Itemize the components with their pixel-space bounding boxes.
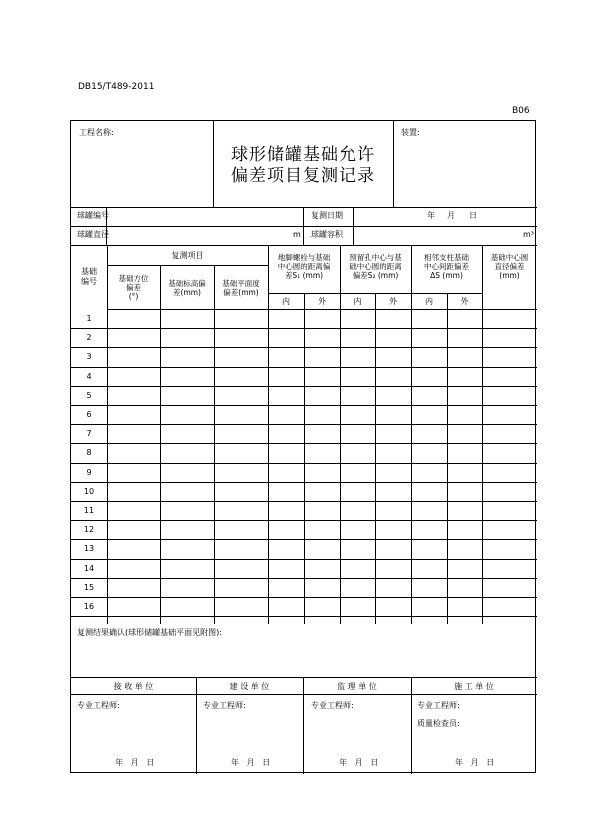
elevation-header: 基础标高偏 差(mm) [168,279,206,297]
row-divider [71,539,537,540]
form-title-line2: 偏差项目复测记录 [231,166,375,186]
contractor-unit: 施 工 单 位 [454,682,494,691]
engineer-label-1: 专业工程师: [77,701,120,710]
row-divider [71,597,537,598]
tank-volume-label: 球罐容积 [311,230,343,239]
engineer-label-2: 专业工程师: [203,701,246,710]
date-month: 月 [447,211,455,220]
row-number: 14 [83,563,95,573]
hole-inner: 内 [353,297,362,306]
row-divider [71,520,537,521]
result-label: 复测结果确认(球形储罐基础平面见附图): [77,628,222,637]
supervision-unit: 监 理 单 位 [337,682,377,691]
row-divider [71,559,537,560]
row-number: 13 [83,544,95,554]
row-divider [71,463,537,464]
row-divider [71,443,537,444]
unit-label: 装置: [401,128,420,137]
row-divider [71,347,537,348]
row-number: 6 [86,410,92,419]
date-year: 年 [427,211,435,220]
sign-date-4: 年 月 日 [455,758,495,767]
row-divider [71,405,537,406]
sign-date-2: 年 月 日 [231,758,271,767]
sign-date-1: 年 月 日 [115,758,155,767]
foundation-no-header: 基础 编号 [81,267,97,286]
form-number: B06 [512,106,530,116]
row-divider [71,424,537,425]
pillar-inner: 内 [425,297,433,306]
pillar-header: 相邻支柱基础 中心间距偏差 ΔS (mm) [424,253,469,280]
row-number: 10 [83,486,95,496]
construction-owner-unit: 建 设 单 位 [229,682,270,691]
row-divider [71,328,537,329]
row-number: 15 [83,582,95,592]
recheck-items-header: 复测项目 [171,251,204,260]
anchor-outer: 外 [318,297,326,306]
row-divider [71,501,537,502]
row-divider [71,386,537,387]
inspector-label: 质量检查员: [417,719,460,728]
row-number: 1 [86,314,92,323]
anchor-header: 地脚螺栓与基础 中心圆的距离偏 差S₁ (mm) [277,253,331,280]
diameter-unit: m [293,230,301,239]
sign-date-3: 年 月 日 [339,758,379,767]
record-form [70,120,536,773]
engineer-label-3: 专业工程师: [311,701,354,710]
pillar-outer: 外 [460,297,469,306]
flatness-header: 基础平面度 偏差(mm) [222,279,260,297]
row-number: 5 [86,390,92,400]
hole-outer: 外 [389,297,397,306]
doc-code: DB15/T489-2011 [78,82,155,92]
hole-header: 预留孔中心与基 础中心圆的距离 偏差S₂ (mm) [349,253,402,280]
row-number: 2 [86,333,92,343]
date-day: 日 [469,211,477,220]
receiving-unit: 接 收 单 位 [113,682,154,691]
circle-header: 基础中心圆 直径偏差 (mm) [490,253,529,280]
row-number: 3 [86,352,92,362]
tank-diameter-label: 球罐直径 [77,230,109,239]
project-name-label: 工程名称: [79,128,114,137]
form-title-line1: 球形储罐基础允许 [231,145,375,165]
row-number: 4 [86,371,92,381]
engineer-label-4: 专业工程师: [417,701,460,710]
orientation-header: 基础方位 偏差 (°) [118,274,149,301]
volume-unit: m³ [523,230,534,239]
row-divider [71,578,537,579]
row-number: 16 [83,602,95,611]
row-number: 8 [86,448,92,458]
recheck-date-label: 复测日期 [311,211,343,220]
row-divider [71,616,537,617]
row-divider [71,367,537,368]
tank-number-label: 球罐编号 [77,211,109,220]
row-number: 12 [83,525,95,535]
row-number: 11 [83,506,95,515]
anchor-inner: 内 [282,297,290,306]
row-divider [71,482,537,483]
row-number: 7 [86,429,92,439]
row-number: 9 [86,467,92,477]
